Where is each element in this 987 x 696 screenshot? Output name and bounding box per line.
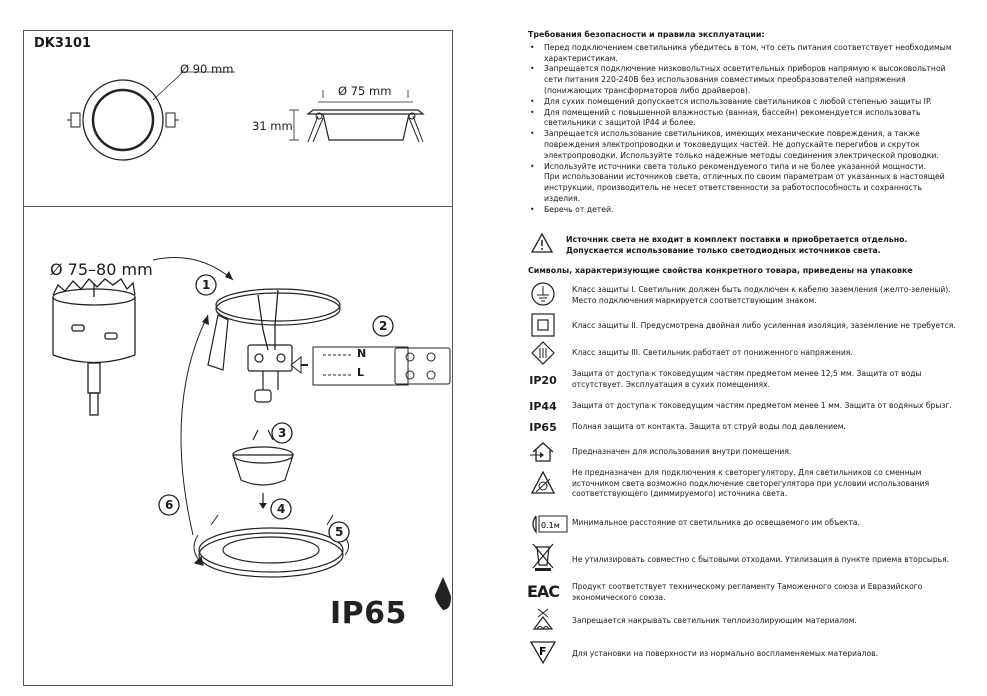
step-3-label: 3 — [278, 426, 287, 440]
terminal-l-label: L — [357, 366, 365, 379]
list-item: • Запрещается подключение низковольтных осветительных приборов напрямую к высоковольтной сети питания 220-240В без использования совместимых преобразователей напряжения (понижающих трансформаторов либо драйверов). — [528, 64, 958, 96]
symbol-text: Защита от доступа к токоведущим частям предметом менее 12,5 мм. Защита от воды отсутствует. Эксплуатация в сухих помещениях. — [572, 369, 922, 389]
outer-diameter-label: Ø 90 mm — [180, 62, 234, 76]
list-item: • Для сухих помещений допускается использование светильников с любой степенью защиты IP. — [528, 97, 958, 108]
symbol-text: Не предназначен для подключения к светорегулятору. Для светильников со сменным источником света возможно подключение светорегулятора при условии использования соответствующего (диммируемого) источника света. — [572, 468, 930, 499]
no-dimmer-icon — [528, 466, 558, 500]
symbol-text: Продукт соответствует техническому регламенту Таможенного союза и Евразийского экономического союза. — [572, 582, 923, 602]
hole-saw-icon — [53, 279, 135, 415]
ip44-code: IP44 — [529, 399, 557, 413]
no-insulation-icon — [528, 607, 558, 633]
hole-saw-label: Ø 75–80 mm — [50, 260, 153, 279]
spring-clip — [208, 315, 228, 370]
symbol-text: Класс защиты I. Светильник должен быть подключен к кабелю заземления (желто-зеленый). Место подключения маркируется соответствующим знаком. — [572, 285, 951, 305]
mains-cable — [258, 290, 278, 350]
safety-heading: Требования безопасности и правила эксплуатации: — [528, 30, 765, 39]
dimension-drawing — [23, 30, 453, 205]
symbol-text: Запрещается накрывать светильник теплоизолирующим материалом. — [572, 616, 857, 625]
eac-icon: ЕАС — [526, 581, 560, 601]
step-6-label: 6 — [165, 498, 174, 512]
cutout-diameter-label: Ø 75 mm — [338, 84, 392, 98]
step-4-label: 4 — [277, 502, 286, 516]
lamp-front-view — [67, 72, 235, 160]
ip-rating-label: IP65 — [330, 596, 407, 631]
distance-icon — [528, 511, 568, 537]
warning-icon — [530, 232, 554, 254]
list-item: • Запрещается использование светильников, имеющих механические повреждения, а также повреждения электропроводки и токоведущих частей. Не допускайте перегибов и скруток электропроводки. Используйте только надежные методы соединения электрической проводки. — [528, 129, 958, 161]
symbol-text: Полная защита от контакта. Защита от струй воды под давлением. — [572, 422, 846, 431]
water-drop-icon — [435, 577, 451, 610]
warning-line-1: Источник света не входит в комплект поставки и приобретается отдельно. — [566, 235, 908, 244]
safety-continuation: При использовании источников света, отличных по своим параметрам от указанных в настоящей инструкции, производитель не несет ответственности за работоспособность и сохранность изделия. — [544, 172, 945, 203]
symbol-text: Минимальное расстояние от светильника до освещаемого им объекта. — [572, 518, 860, 527]
model-number: DK3101 — [34, 36, 92, 51]
warning-line-2: Допускается использование только светодиодных источников света. — [566, 245, 881, 255]
flammable-surface-icon — [528, 639, 558, 665]
step-5-label: 5 — [335, 525, 344, 539]
list-item: • Для помещений с повышенной влажностью (ванная, бассейн) рекомендуется использовать светильники с защитой IP44 и более. — [528, 108, 958, 130]
list-item: • Беречь от детей. — [528, 205, 958, 216]
symbols-heading: Символы, характеризующие свойства конкретного товара, приведены на упаковке — [528, 266, 913, 275]
bezel-ring — [194, 515, 349, 577]
wiring-detail — [291, 347, 450, 385]
terminal-n-label: N — [357, 347, 367, 360]
weee-bin-icon — [528, 541, 558, 571]
flammable-icon-label: F — [539, 645, 547, 658]
class-ii-icon — [528, 312, 558, 338]
step-1-label: 1 — [202, 278, 211, 292]
ip65-code: IP65 — [529, 420, 557, 434]
class-iii-icon — [528, 340, 558, 366]
symbol-text: Класс защиты II. Предусмотрена двойная либо усиленная изоляция, заземление не требуется. — [572, 321, 956, 330]
step-2-label: 2 — [379, 319, 388, 333]
symbol-text: Класс защиты III. Светильник работает от пониженного напряжения. — [572, 348, 853, 357]
symbol-text: Для установки на поверхности из нормально воспламеняемых материалов. — [572, 649, 879, 658]
terminal-block — [248, 345, 292, 402]
ip20-code: IP20 — [529, 373, 557, 387]
safety-list — [528, 43, 958, 173]
indoor-icon — [528, 439, 558, 465]
list-item: • Перед подключением светильника убедитесь в том, что сеть питания соответствует необходимым характеристикам. — [528, 43, 958, 65]
symbol-text: Предназначен для использования внутри помещения. — [572, 447, 792, 456]
symbol-text: Не утилизировать совместно с бытовыми отходами. Утилизация в пункте приема вторсырья. — [572, 555, 950, 564]
ground-icon — [528, 281, 558, 307]
distance-icon-label: 0.1м — [541, 521, 560, 530]
safety-list-end — [528, 205, 958, 216]
height-label: 31 mm — [252, 119, 293, 133]
warning-notice — [528, 232, 958, 258]
instructions-text — [528, 30, 958, 216]
symbol-text: Защита от доступа к токоведущим частям предметом менее 1 мм. Защита от водяных брызг. — [572, 401, 952, 410]
list-item: • Используйте источники света только рекомендуемого типа и не более указанной мощности. — [528, 162, 958, 173]
